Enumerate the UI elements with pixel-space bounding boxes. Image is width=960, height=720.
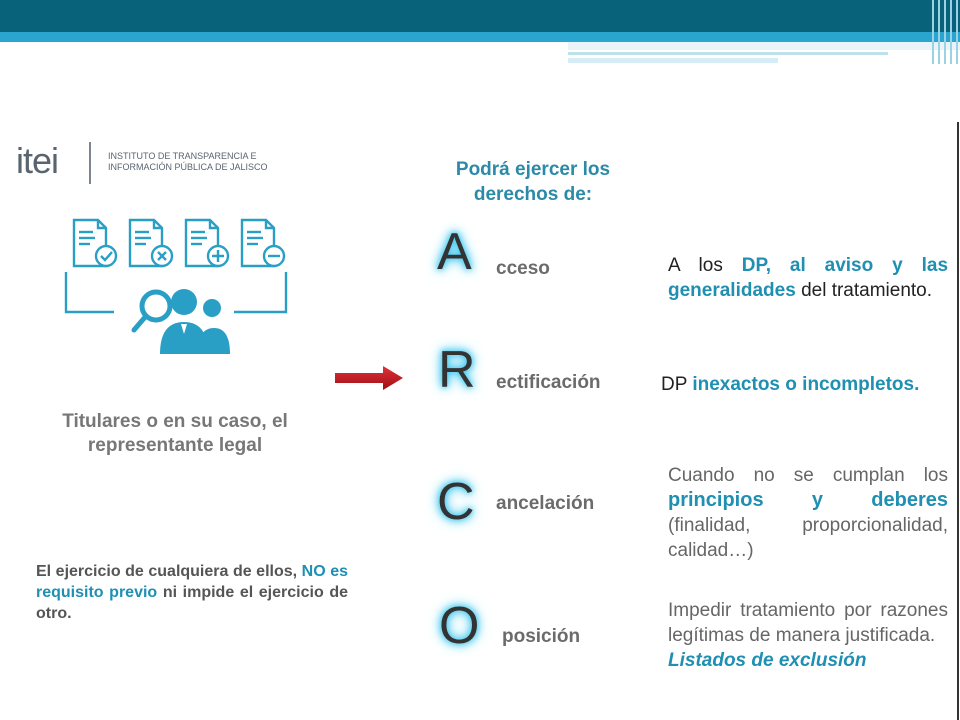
arco-letter-r: R bbox=[438, 341, 476, 399]
logo-separator bbox=[89, 142, 91, 184]
exclusion-lists-label: Listados de exclusión bbox=[668, 650, 867, 671]
right-border bbox=[957, 122, 959, 720]
document-cross-icon bbox=[130, 220, 172, 266]
header-bar bbox=[0, 0, 960, 32]
header-stripes bbox=[930, 0, 960, 64]
rectificacion-description: DP inexactos o incompletos. bbox=[661, 374, 920, 395]
header-decor-line bbox=[568, 52, 888, 55]
document-minus-icon bbox=[242, 220, 284, 266]
rights-heading: Podrá ejercer los derechos de: bbox=[455, 159, 611, 205]
document-check-icon bbox=[74, 220, 116, 266]
document-plus-icon bbox=[186, 220, 228, 266]
red-arrow-icon bbox=[333, 364, 405, 392]
oposicion-description: Impedir tratamiento por razones legítimas de manera justificada. Listados de exclusión bbox=[668, 600, 948, 671]
titulares-label: Titulares o en su caso, el representante legal bbox=[62, 411, 288, 456]
cancelacion-description: Cuando no se cumplan los principios y deberes (finalidad, proporcionalidad, calidad…) bbox=[668, 465, 948, 561]
header-decor-line bbox=[568, 58, 778, 63]
logo-institution-name: INSTITUTO DE TRANSPARENCIA E INFORMACIÓN PÚBLICA DE JALISCO bbox=[108, 151, 268, 172]
arco-word-cancelacion: ancelación bbox=[496, 493, 595, 514]
note-highlight: NO es requisito previo bbox=[36, 563, 349, 601]
header-accent-bar bbox=[0, 32, 960, 42]
header-decor-line bbox=[568, 42, 960, 50]
itei-logo bbox=[16, 138, 306, 186]
arco-word-acceso: cceso bbox=[496, 258, 550, 279]
logo-wordmark: itei bbox=[16, 140, 59, 181]
arco-letter-o: O bbox=[439, 597, 480, 655]
arco-word-oposicion: posición bbox=[502, 626, 581, 647]
arco-letter-a: A bbox=[437, 223, 472, 281]
arco-letter-c: C bbox=[437, 473, 475, 531]
arco-word-rectificacion: ectificación bbox=[496, 372, 601, 393]
requirement-note: El ejercicio de cualquiera de ellos, NO es requisito previo ni impide el ejercicio de otro. bbox=[36, 563, 349, 622]
data-subjects-icon bbox=[60, 216, 300, 356]
acceso-description: A los DP, al aviso y las generalidades del tratamiento. bbox=[668, 255, 949, 301]
